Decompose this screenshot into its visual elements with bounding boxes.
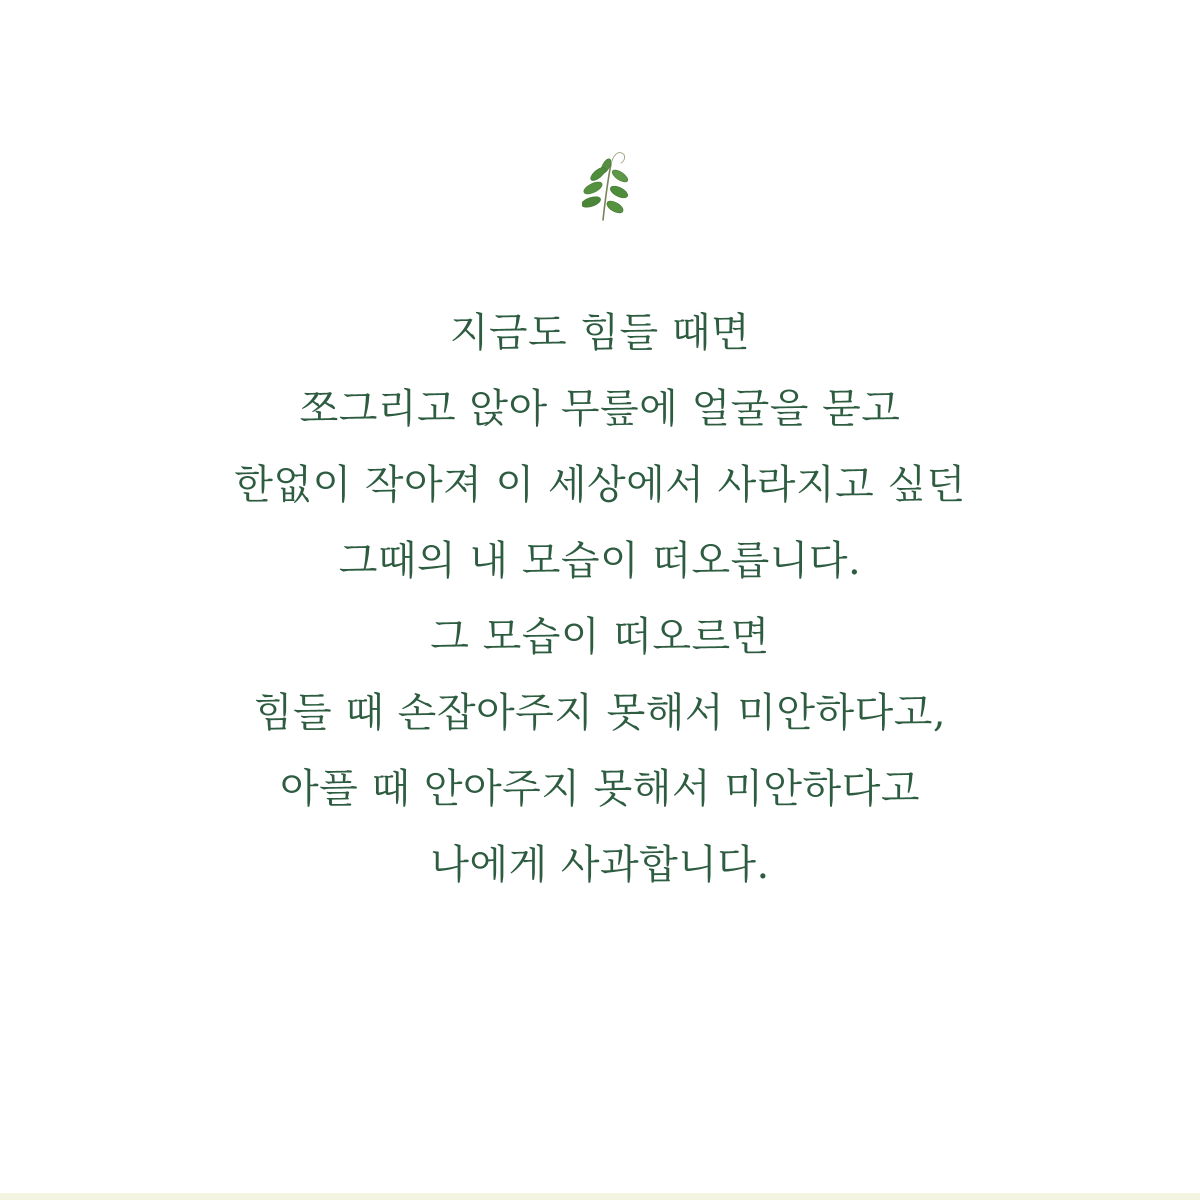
poem-line-3: 한없이 작아져 이 세상에서 사라지고 싶던 <box>234 462 966 508</box>
poem-line-1: 지금도 힘들 때면 <box>449 310 751 356</box>
poem-line-8: 나에게 사과합니다. <box>430 842 770 888</box>
poem-line-5: 그 모습이 떠오르면 <box>430 614 770 660</box>
leaf-branch-icon <box>582 150 638 222</box>
bottom-edge-strip <box>0 1193 1200 1200</box>
poem-line-6: 힘들 때 손잡아주지 못해서 미안하다고, <box>253 690 947 736</box>
poem-line-7: 아플 때 안아주지 못해서 미안하다고 <box>280 766 920 812</box>
poem-line-4: 그때의 내 모습이 떠오릅니다. <box>338 538 862 584</box>
poem-text <box>0 295 1200 903</box>
poem-line-2: 쪼그리고 앉아 무릎에 얼굴을 묻고 <box>299 386 901 432</box>
